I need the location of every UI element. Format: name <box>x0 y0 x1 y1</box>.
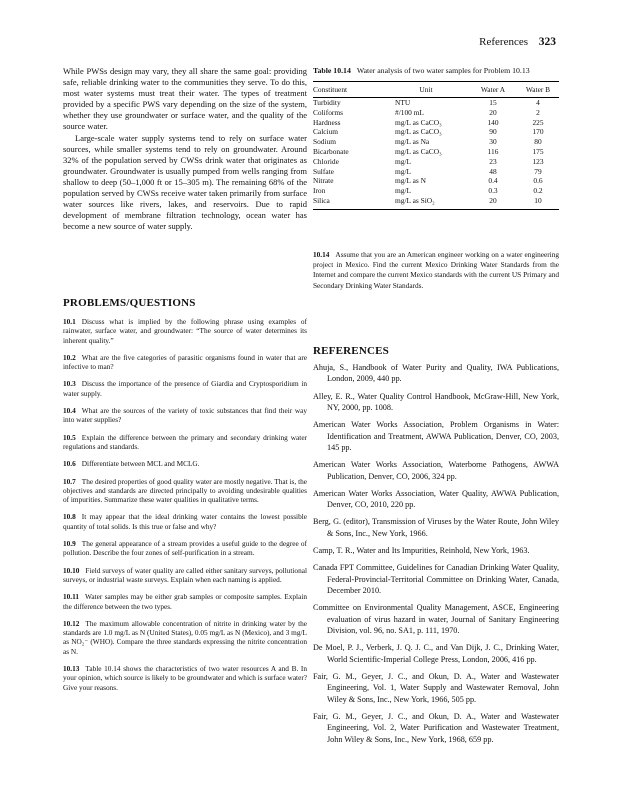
table-cell: mg/L <box>395 166 412 176</box>
table-cell: Sulfate <box>313 166 334 176</box>
table-cell: 0.3 <box>488 186 498 196</box>
reference-entry: Camp, T. R., Water and Its Impurities, Reinhold, New York, 1963. <box>313 546 530 556</box>
table-cell: Chloride <box>313 156 339 166</box>
problems-heading: PROBLEMS/QUESTIONS <box>63 297 196 309</box>
table-cell: mg/L as CaCO₃ <box>395 127 442 137</box>
reference-entry: Berg, G. (editor), Transmission of Viruses by the Water Route, John Wiley & Sons, Inc., New York, 1966. <box>313 517 559 538</box>
table-cell: NTU <box>395 98 411 107</box>
reference-entry: Fair, G. M., Geyer, J. C., and Okun, D. A., Water and Wastewater Engineering, Vol. 2, Water Purification and Wastewater Treatment, John Wiley & Sons, Inc., New York, 1968, 659 pp. <box>313 711 559 744</box>
table-cell: 0.6 <box>533 176 543 186</box>
table-body <box>313 98 559 210</box>
column-header: Water B <box>517 82 559 98</box>
reference-entry: De Moel, P. J., Verberk, J. Q. J. C., and Van Dijk, J. C., Drinking Water, World Scientific-Imperial College Press, London, 2006, 416 pp. <box>313 643 559 664</box>
references-heading: REFERENCES <box>313 345 389 357</box>
table-cell: 140 <box>487 117 499 127</box>
table-caption: Table 10.14 Water analysis of two water samples for Problem 10.13 <box>313 66 530 75</box>
table-cell: Hardness <box>313 117 341 127</box>
table-cell: mg/L as CaCO₃ <box>395 146 442 156</box>
question-item: 10.1 Discuss what is implied by the following phrase using examples of rainwater, surface water, and groundwater: “The source of water determines its inherent quality.” <box>63 317 307 345</box>
question-item: 10.11 Water samples may be either grab samples or composite samples. Explain the difference between the two types. <box>63 592 307 611</box>
table-cell: 170 <box>532 127 544 137</box>
table-cell: 20 <box>489 107 497 117</box>
question-item: 10.10 Field surveys of water quality are called either sanitary surveys, pollutional surveys, or industrial waste surveys. Explain when each naming is applied. <box>63 565 307 584</box>
table-cell: 80 <box>534 137 542 147</box>
table-cell: mg/L as N <box>395 176 426 186</box>
question-list <box>63 317 307 692</box>
reference-entry: Fair, G. M., Geyer, J. C., and Okun, D. A., Water and Wastewater Engineering, Vol. 1, Water Supply and Wastewater Removal, John Wiley & Sons, Inc., New York, 1966, 505 pp. <box>313 671 559 704</box>
table-cell: 175 <box>532 146 544 156</box>
table-cell: Turbidity <box>313 98 341 107</box>
table-row <box>313 118 559 128</box>
page-number: 323 <box>538 36 556 48</box>
question-item: 10.3 Discuss the importance of the presence of Giardia and Cryptosporidium in water supply. <box>63 379 307 398</box>
table-cell: 2 <box>536 107 540 117</box>
question-item: 10.4 What are the sources of the variety of toxic substances that find their way into water supplies? <box>63 406 307 425</box>
water-analysis-table <box>313 81 559 210</box>
left-column-text <box>63 66 307 232</box>
table-cell: 10 <box>517 196 559 209</box>
table-cell: mg/L as SiO₂ <box>383 196 469 209</box>
table-cell: Coliforms <box>313 107 343 117</box>
table-cell: mg/L <box>395 186 412 196</box>
question-item: 10.13 Table 10.14 shows the characteristics of two water resources A and B. In your opinion, which source is likely to be groundwater and which is surface water? Give your reasons. <box>63 664 307 692</box>
table-cell: Nitrate <box>313 176 334 186</box>
table-cell: 123 <box>532 156 544 166</box>
table-cell: Sodium <box>313 137 336 147</box>
question-item: 10.12 The maximum allowable concentration of nitrite in drinking water by the standards are 1.0 mg/L as N (United States), 0.05 mg/L as N (Mexico), and 3 mg/L as NO₂⁻ (WHO). Compare the three standards expressing the nitrite concentration as N. <box>63 618 307 656</box>
right-column-top <box>313 66 559 291</box>
table-cell: mg/L as CaCO₃ <box>395 117 442 127</box>
table-cell: 79 <box>534 166 542 176</box>
table-cell: Bicarbonate <box>313 146 349 156</box>
paragraph: Large-scale water supply systems tend to rely on surface water sources, while smaller systems tend to rely on groundwater. Around 32% of the population served by CWSs drink water that originates as groundwater. Groundwater is usually pumped from wells ranging from shallow to deep (50–1,000 ft or 15–305 m). The remaining 68% of the population served by CWSs receive water taken primarily from surface water sources like rivers, lakes, and reservoirs. Due to rapid development of membrane filtration technology, ocean water has become a new source of water supply. <box>63 132 307 232</box>
question-item: 10.6 Differentiate between MCL and MCLG. <box>63 459 200 469</box>
table-row <box>313 176 559 186</box>
question-item: 10.7 The desired properties of good quality water are mostly negative. That is, the objectives and standards are directed principally to avoiding undesirable qualities of impurities. Summarize these water qualities in qualitative terms. <box>63 476 307 505</box>
reference-list <box>313 362 559 751</box>
question-item: 10.9 The general appearance of a stream provides a useful guide to the degree of pollution. Describe the four zones of self-purification in a stream. <box>63 539 307 558</box>
table-cell: 225 <box>532 117 544 127</box>
table-cell: Silica <box>313 196 383 209</box>
table-cell: mg/L as Na <box>395 137 430 147</box>
table-row <box>313 196 559 209</box>
paragraph: While PWSs design may vary, they all share the same goal: providing safe, reliable drinking water to the communities they serve. To do this, most water systems must treat their water. The types of treatment provided by a specific PWS vary depending on the size of the system, whether they use groundwater or surface water, and the quality of the source water. <box>63 66 307 132</box>
reference-entry: Committee on Environmental Quality Management, ASCE, Engineering evaluation of virus hazard in water, Journal of Sanitary Engineering Division, vol. 96, no. SA1, p. 111, 1970. <box>313 603 559 636</box>
running-header <box>479 36 556 48</box>
reference-entry: Canada FPT Committee, Guidelines for Canadian Drinking Water Quality, Federal-Provincial-Territorial Committee on Drinking Water, Canada, December 2010. <box>313 563 559 596</box>
table-header-row <box>313 82 559 98</box>
column-header: Unit <box>383 82 469 98</box>
table-cell: Calcium <box>313 127 339 137</box>
question-item: 10.5 Explain the difference between the primary and secondary drinking water regulations and standards. <box>63 432 307 451</box>
table-cell: 0.2 <box>533 186 543 196</box>
references-heading-wrap <box>313 345 389 357</box>
table-cell: 116 <box>487 146 499 156</box>
table-cell: 90 <box>489 127 497 137</box>
table-row <box>313 167 559 177</box>
reference-entry: Alley, E. R., Water Quality Control Handbook, McGraw-Hill, New York, NY, 2000, pp. 1008. <box>313 391 559 413</box>
header-section: References <box>479 36 528 48</box>
reference-entry: American Water Works Association, Waterborne Pathogens, AWWA Publication, Denver, CO, 2006, 324 pp. <box>313 460 559 481</box>
reference-entry: American Water Works Association, Water Quality, AWWA Publication, Denver, CO, 2010, 220 pp. <box>313 488 559 510</box>
table-cell: 30 <box>489 137 497 147</box>
table-cell: #/100 mL <box>395 107 424 117</box>
table-row <box>313 157 559 167</box>
question-item: 10.2 What are the five categories of parasitic organisms found in water that are infective to man? <box>63 352 307 372</box>
table-row <box>313 98 559 108</box>
table-row <box>313 186 559 196</box>
column-header: Water A <box>469 82 517 98</box>
reference-entry: American Water Works Association, Problem Organisms in Water: Identification and Treatment, AWWA Publication, Denver, CO, 2003, 145 pp. <box>313 420 559 453</box>
table-cell: Iron <box>313 186 326 196</box>
table-cell: 48 <box>489 166 497 176</box>
table-cell: mg/L <box>395 156 412 166</box>
table-row <box>313 127 559 137</box>
question-item: 10.14 Assume that you are an American engineer working on a water engineering project in Mexico. Find the current Mexico Drinking Water Standards from the Internet and compare the current Mexico standards with the current US Primary and Secondary Drinking Water Standards. <box>313 249 559 290</box>
table-cell: 4 <box>536 98 540 107</box>
table-cell: 15 <box>489 98 497 107</box>
table-row <box>313 147 559 157</box>
table-row <box>313 108 559 118</box>
reference-entry: Ahuja, S., Handbook of Water Purity and Quality, IWA Publications, London, 2009, 440 pp. <box>313 363 559 384</box>
column-header: Constituent <box>313 82 383 98</box>
question-item: 10.8 It may appear that the ideal drinking water contains the lowest possible quantity of total solids. Is this true or false and why? <box>63 512 307 531</box>
table-cell: 23 <box>489 156 497 166</box>
table-cell: 20 <box>469 196 517 209</box>
table-row <box>313 137 559 147</box>
problems-section <box>63 297 307 700</box>
table-cell: 0.4 <box>488 176 498 186</box>
